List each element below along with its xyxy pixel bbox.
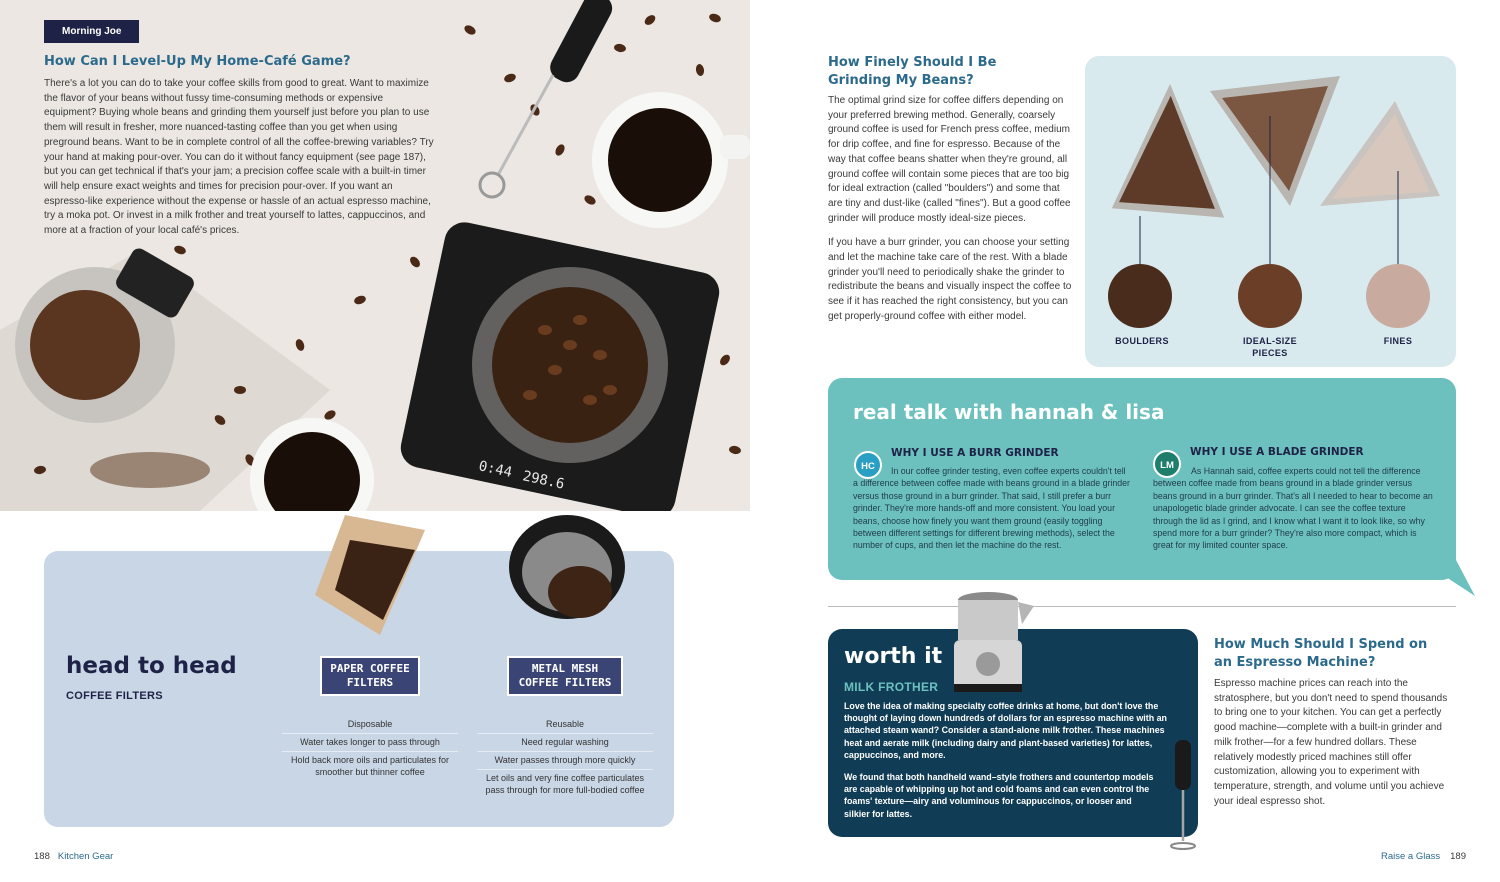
speech-tail-icon xyxy=(1420,560,1480,600)
metal-filter-list xyxy=(477,716,653,799)
folio-section: Kitchen Gear xyxy=(57,851,114,862)
section-tag: Morning Joe xyxy=(44,20,139,43)
boulders-label: BOULDERS xyxy=(1115,336,1169,346)
espresso-heading: How Much Should I Spend on an Espresso Machine? xyxy=(1214,637,1428,670)
list-item: Hold back more oils and particulates for smoother but thinner coffee xyxy=(290,755,450,777)
list-item: Reusable xyxy=(477,716,653,734)
metal-filter-label: METAL MESH COFFEE FILTERS xyxy=(507,656,623,696)
list-item: Water takes longer to pass through xyxy=(282,734,458,752)
list-item: Let oils and very fine coffee particulates pass through for more full-bodied coffee xyxy=(485,773,645,795)
lm-body: As Hannah said, coffee experts could not tell the difference between coffee made from beans ground in a blade grinder versus beans ground in a burr grinder. That's all I needed to hear to become an unapologetic blade grinder advocate. I can see the coffee texture through the lid as I grind, and I know what I want it to look like, so why spend more for a burr grinder? They're also more compact, which is great for my limited counter space. xyxy=(1153,466,1433,551)
handheld-frother-image xyxy=(1165,736,1201,856)
grind-heading: How Finely Should I Be Grinding My Beans? xyxy=(828,55,997,88)
head-to-head-subtitle: COFFEE FILTERS xyxy=(66,690,163,702)
grind-size-illustration xyxy=(1085,56,1456,367)
paper-filter-list xyxy=(282,716,458,781)
lm-heading: WHY I USE A BLADE GRINDER xyxy=(1190,446,1364,458)
page-number: 188 xyxy=(34,851,50,862)
scale-weight: 298.6 xyxy=(521,468,566,493)
espresso-body: Espresso machine prices can reach into the stratosphere, but you don't need to spend thousands to bring one to your kitchen. You can get a perfectly good machine—complete with a built-in grinder and milk frother—for a few hundred dollars. These relatively modestly priced machines still offer customization, allowing you to experiment with temperature, strength, and volume until you achieve your ideal espresso shot. xyxy=(1214,678,1448,807)
left-body-text: There's a lot you can do to take your coffee skills from good to great. Want to maximize the flavor of your beans without fussy time-consuming methods or expensive equipment? Buying whole beans and grinding them yourself just before you plan to use them will result in fresher, more nuanced-tasting coffee than you get when using preground beans. Want to be in complete control of all the coffee-brewing variables? Try your hand at making pour-over. You can do it without fancy equipment (see page 187), but you can get technical if that's your jam; a precision coffee scale with a built-in timer will help ensure exact weights and times for precision pour-over. If you want an espresso-like experience without the expense or hassle of an actual espresso machine, try a moka pot. Or invest in a milk frother and treat yourself to lattes, cappuccinos, and more at a fraction of your local café's prices. xyxy=(44,78,434,237)
scale-timer: 0:44 xyxy=(477,458,514,481)
list-item: Need regular washing xyxy=(477,734,653,752)
metal-filter-image xyxy=(505,512,630,642)
left-heading: How Can I Level-Up My Home-Café Game? xyxy=(44,54,351,69)
page-number: 189 xyxy=(1450,851,1466,862)
list-item: Water passes through more quickly xyxy=(477,752,653,770)
ideal-size-label: IDEAL-SIZE PIECES xyxy=(1242,336,1297,358)
hc-heading: WHY I USE A BURR GRINDER xyxy=(891,447,1059,459)
hc-body: In our coffee grinder testing, even coffee experts couldn't tell a difference between coffee made with beans ground in a blade grinder versus those ground in a burr grinder. That said, I still prefer a burr grinder. They're more hands-off and more consistent. You load your beans, choose how finely you want them ground (easily toggling between different settings for different brewing methods), select the number of cups, and then let the machine do the rest. xyxy=(853,466,1130,551)
hc-avatar: HC xyxy=(854,451,882,479)
worth-it-title: worth it xyxy=(844,644,943,669)
worth-it-subtitle: MILK FROTHER xyxy=(844,680,939,694)
grind-body: The optimal grind size for coffee differs depending on your preferred brewing method. Generally, coarsely ground coffee is used for French press coffee, medium for drip coffee, and fine for espresso. Because of the way that coffee beans shatter when they're ground, all ground coffee will contain some pieces that are too big for ideal extraction (called "boulders") and some that are tiny and dust-like (called "fines"). But a good coffee grinder will produce mostly ideal-size pieces. If you have a burr grinder, you can choose your setting and let the machine take care of the rest. With a blade grinder you'll need to periodically shake the grinder to redistribute the beans and visually inspect the coffee to see if it has reached the right consistency, but you can get properly-ground coffee with either model. xyxy=(828,95,1072,322)
paper-filter-label: PAPER COFFEE FILTERS xyxy=(320,656,420,696)
folio-section: Raise a Glass xyxy=(1381,851,1441,862)
head-to-head-title: head to head xyxy=(66,653,237,679)
grind-size-panel xyxy=(1085,56,1456,367)
worth-it-body: Love the idea of making specialty coffee drinks at home, but don't love the thought of laying down hundreds of dollars for an espresso machine with an attached steam wand? Consider a stand-alone milk frother. These machines heat and aerate milk (including dairy and plant-based varieties) for lattes, cappuccinos, and more. We found that both handheld wand–style frothers and countertop models are capable of whipping up hot and cold foams and can even control the foams' texture—airy and voluminous for cappuccinos, or looser and silkier for lattes. xyxy=(844,701,1167,819)
lm-avatar: LM xyxy=(1153,450,1181,478)
right-folio xyxy=(1381,851,1466,862)
left-folio xyxy=(34,851,113,862)
real-talk-title: real talk with hannah & lisa xyxy=(853,400,1165,424)
milk-frother-image xyxy=(950,584,1040,696)
fines-label: FINES xyxy=(1383,336,1413,346)
paper-filter-image xyxy=(305,510,435,640)
list-item: Disposable xyxy=(282,716,458,734)
divider xyxy=(828,606,1456,607)
